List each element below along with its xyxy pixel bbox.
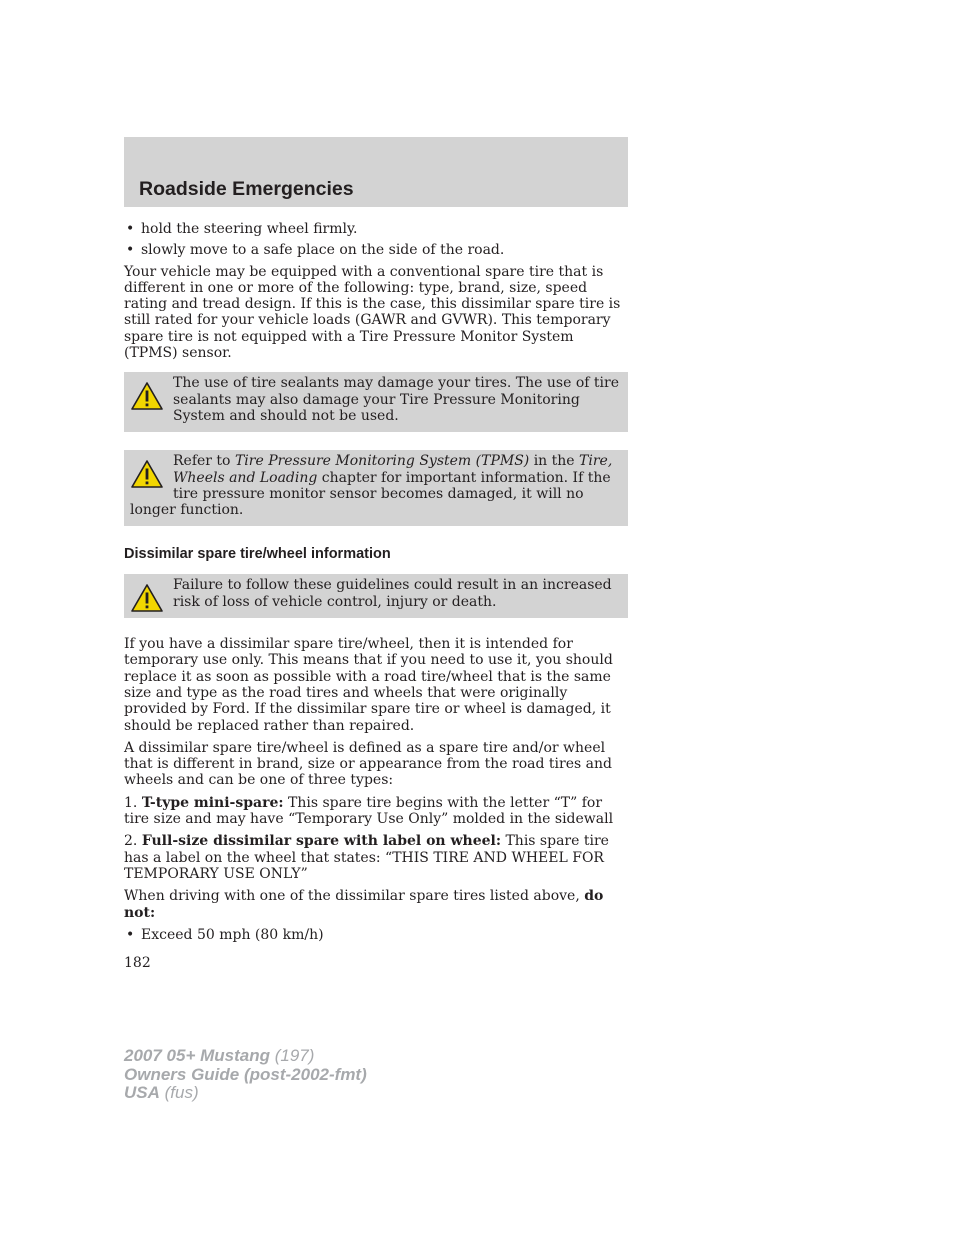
bullet-icon: •	[126, 926, 135, 943]
page-number: 182	[124, 955, 151, 972]
warning-box-tpms	[124, 450, 628, 526]
footer-line-market	[124, 1084, 367, 1103]
footer-model: 2007 05+ Mustang	[124, 1046, 270, 1065]
type-description: This spare tire begins with the letter “T” for tire size and may have “Temporary Use Only” molded in the sidewall	[124, 794, 614, 828]
footer-line-model	[124, 1047, 367, 1066]
type-description: This spare tire has a label on the wheel that states: “THIS TIRE AND WHEEL FOR TEMPORARY USE ONLY”	[124, 833, 609, 882]
warning-text: Refer to	[173, 453, 235, 470]
type-item-full-size	[124, 833, 628, 882]
warning-triangle-icon	[130, 583, 164, 613]
type-item-t-type	[124, 795, 628, 828]
footer-market: USA	[124, 1083, 160, 1102]
section-header	[124, 137, 628, 207]
footer-guide: Owners Guide (post-2002-fmt)	[124, 1064, 367, 1084]
warning-triangle-icon	[130, 459, 164, 489]
bullet-text: hold the steering wheel firmly.	[141, 221, 358, 237]
list-item	[124, 927, 628, 943]
warning-text: Failure to follow these guidelines could result in an increased risk of loss of vehicle control, injury or death.	[173, 577, 612, 610]
footer-line-guide	[124, 1066, 367, 1085]
reference-tpms-section: Tire Pressure Monitoring System (TPMS)	[234, 453, 530, 470]
section-title: Roadside Emergencies	[139, 178, 354, 200]
type-number: 1.	[124, 794, 142, 811]
driving-emphasis: do not:	[124, 888, 604, 921]
warning-text: chapter for important information. If the tire pressure monitor sensor becomes damaged, it will no longer function.	[130, 469, 611, 519]
driving-text: When driving with one of the dissimilar spare tires listed above,	[124, 888, 585, 905]
warning-box-sealants	[124, 372, 628, 432]
bullet-text: Exceed 50 mph (80 km/h)	[141, 926, 324, 943]
type-term: T-type mini-spare:	[141, 794, 284, 811]
bullet-icon: •	[126, 221, 135, 237]
paragraph-driving	[124, 888, 628, 921]
list-item	[124, 242, 628, 258]
warning-box-guidelines	[124, 574, 628, 618]
bullet-icon: •	[126, 242, 135, 259]
type-term: Full-size dissimilar spare with label on wheel:	[141, 833, 502, 850]
page-content	[124, 221, 628, 971]
warning-text: in the	[529, 453, 580, 470]
paragraph-definition: A dissimilar spare tire/wheel is defined as a spare tire and/or wheel that is different in brand, size or appearance from the road tires and wheels and can be one of three types:	[124, 739, 612, 789]
paragraph-spare-tire: Your vehicle may be equipped with a conventional spare tire that is different in one or more of the following: type, brand, size, speed rating and tread design. If this is the case, this dissimilar spare tire is still rated for your vehicle loads (GAWR and GVWR). This temporary spare tire is not equipped with a Tire Pressure Monitor System (TPMS) sensor.	[124, 263, 621, 362]
type-number: 2.	[124, 833, 142, 850]
list-item	[124, 221, 628, 237]
bullet-text: slowly move to a safe place on the side of the road.	[141, 242, 505, 259]
footer-model-code: (197)	[270, 1046, 315, 1065]
footer-market-code: (fus)	[159, 1083, 199, 1102]
reference-tire-chapter: Tire, Wheels and Loading	[173, 453, 613, 486]
warning-triangle-icon	[130, 381, 164, 411]
paragraph-temporary-use: If you have a dissimilar spare tire/wheel, then it is intended for temporary use only. This means that if you need to use it, you should replace it as soon as possible with a road tire/wheel that is the same size and type as the road tires and wheels that were originally provided by Ford. If the dissimilar spare tire or wheel is damaged, it should be replaced rather than repaired.	[124, 636, 613, 734]
document-footer	[124, 1047, 367, 1103]
subheading-dissimilar-spare: Dissimilar spare tire/wheel information	[124, 546, 391, 563]
warning-text: The use of tire sealants may damage your tires. The use of tire sealants may also damage your Tire Pressure Monitoring System and should not be used.	[173, 375, 619, 424]
